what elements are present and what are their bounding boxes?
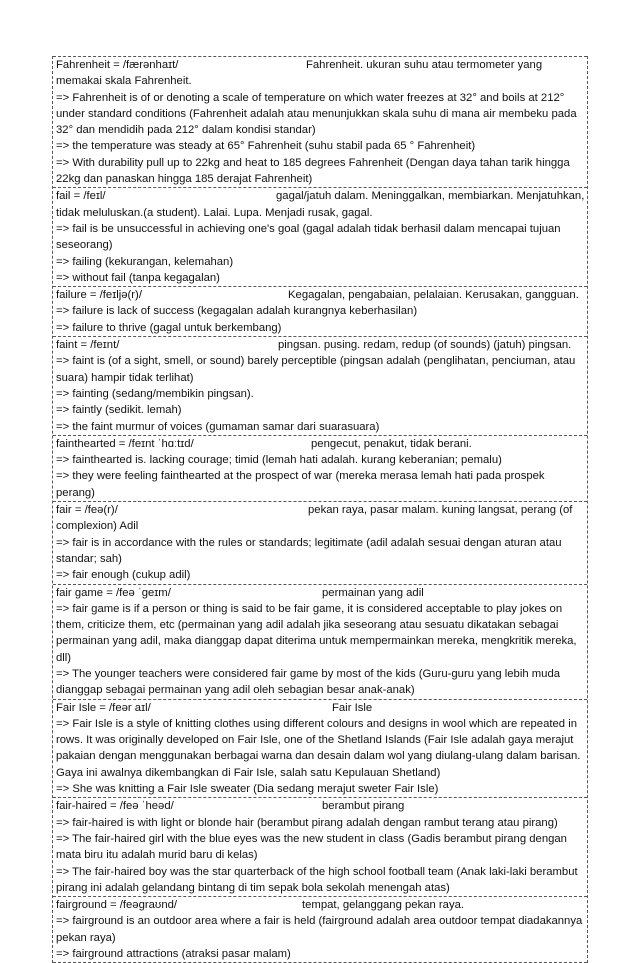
entry-line: => failure to thrive (gagal untuk berkembang)	[56, 321, 282, 334]
entry-heading	[56, 287, 585, 303]
entry-term: fairground = /feəɡraʊnd/	[56, 899, 178, 912]
glossary-entry	[53, 797, 587, 896]
entry-line: => fair enough (cukup adil)	[56, 569, 191, 582]
entry-line: => fainting (sedang/membikin pingsan).	[56, 387, 254, 400]
entry-line: => without fail (tanpa kegagalan)	[56, 271, 220, 284]
glossary-entry	[53, 336, 587, 435]
entry-line: => She was knitting a Fair Isle sweater (Dia sedang merajut sweter Fair Isle)	[56, 783, 439, 796]
entry-meaning: pingsan. pusing. redam, redup (of sounds) (jatuh) pingsan.	[278, 339, 572, 352]
entry-meaning: gagal/jatuh dalam. Meninggalkan, membiarkan. Menjatuhkan, tidak meluluskan.(a student). Lalai. Lupa. Menjadi rusak, gagal.	[56, 190, 585, 219]
entry-meaning: tempat, gelanggang pekan raya.	[302, 899, 465, 912]
entry-line: => The younger teachers were considered fair game by most of the kids (Guru-guru yang lebih muda dianggap sebagai permainan yang adil oleh sebagian besar anak-anak)	[56, 667, 561, 697]
glossary-entry	[53, 187, 587, 286]
entry-term: fair-haired = /feə ˈheəd/	[56, 800, 174, 813]
entry-heading	[56, 585, 585, 601]
entry-heading	[56, 188, 585, 221]
entry-line: => fair-haired is with light or blonde hair (berambut pirang adalah dengan rambut terang atau pirang)	[56, 816, 558, 829]
glossary-entry	[53, 501, 587, 583]
entry-line: => fair is in accordance with the rules or standards; legitimate (adil adalah sesuai dengan aturan atau standar; sah)	[56, 536, 562, 565]
entry-line: => Fahrenheit is of or denoting a scale of temperature on which water freezes at 32° and boils at 212° under standard conditions (Fahrenheit adalah atau menunjukkan skala suhu di mana air membeku pada 32° dan mendidih pada 212° dalam kondisi standar)	[56, 91, 577, 137]
glossary-entry	[53, 584, 587, 699]
entry-heading	[56, 502, 585, 535]
entry-meaning: Fahrenheit. ukuran suhu atau termometer yang memakai skala Fahrenheit.	[56, 59, 543, 88]
entry-line: => the faint murmur of voices (gumaman samar dari suarasuara)	[56, 420, 380, 433]
entry-meaning: pekan raya, pasar malam. kuning langsat, perang (of complexion) Adil	[56, 504, 573, 533]
entry-meaning: Kegagalan, pengabaian, pelalaian. Kerusakan, gangguan.	[288, 289, 579, 302]
entry-line: => The fair-haired boy was the star quarterback of the high school football team (Anak laki-laki berambut pirang ini adalah gelandang bintang di tim sepak bola sekolah menengah atas)	[56, 865, 578, 894]
entry-term: Fair Isle = /feər aɪl/	[56, 701, 151, 714]
entry-term: fair = /feə(r)/	[56, 504, 118, 517]
entry-line: => Fair Isle is a style of knitting clothes using different colours and designs in wool which are repeated in rows. It was originally developed on Fair Isle, one of the Shetland Islands (Fair Isle adalah gaya merajut pakaian dengan menggunakan berbagai warna dan desain dalam wol yang diulang-ulang dalam barisan. Gaya ini awalnya dikembangkan di Fair Isle, salah satu Kepulauan Shetland)	[56, 717, 581, 779]
glossary-entries	[52, 56, 588, 963]
glossary-entry	[53, 435, 587, 501]
entry-term: failure = /feɪljə(r)/	[56, 289, 142, 302]
entry-term: fair game = /feə ˈɡeɪm/	[56, 586, 171, 599]
entry-line: => fairground attractions (atraksi pasar malam)	[56, 948, 291, 961]
entry-line: => The fair-haired girl with the blue eyes was the new student in class (Gadis berambut pirang dengan mata biru itu adalah murid baru di kelas)	[56, 832, 567, 862]
entry-line: => failure is lack of success (kegagalan adalah kurangnya keberhasilan)	[56, 305, 418, 318]
entry-heading	[56, 57, 585, 90]
entry-heading	[56, 436, 585, 452]
entry-line: => With durability pull up to 22kg and heat to 185 degrees Fahrenheit (Dengan daya tahan tarik hingga 22kg dan panaskan hingga 185 derajat Fahrenheit)	[56, 156, 570, 186]
entry-line: => fail is be unsuccessful in achieving one's goal (gagal adalah tidak berhasil dalam mencapai tujuan seseorang)	[56, 222, 561, 252]
entry-term: Fahrenheit = /færənhaɪt/	[56, 59, 179, 71]
entry-line: => faint is (of a sight, smell, or sound) barely perceptible (pingsan adalah (penglihatan, penciuman, atau suara) hampir tidak terlihat)	[56, 355, 576, 384]
glossary-entry	[53, 699, 587, 798]
entry-line: => they were feeling fainthearted at the prospect of war (mereka merasa lemah hati pada prospek perang)	[56, 470, 545, 499]
entry-meaning: pengecut, penakut, tidak berani.	[311, 437, 472, 450]
glossary-entry	[53, 896, 587, 963]
entry-heading	[56, 798, 585, 814]
entry-term: fail = /feɪl/	[56, 190, 106, 203]
entry-meaning: berambut pirang	[322, 800, 405, 813]
entry-term: fainthearted = /feɪnt ˈhɑːtɪd/	[56, 437, 194, 450]
entry-heading	[56, 897, 585, 913]
entry-line: => the temperature was steady at 65° Fahrenheit (suhu stabil pada 65 ° Fahrenheit)	[56, 140, 476, 153]
entry-heading	[56, 337, 585, 353]
entry-line: => faintly (sedikit. lemah)	[56, 404, 182, 417]
entry-heading	[56, 700, 585, 716]
entry-line: => fainthearted is. lacking courage; timid (lemah hati adalah. kurang keberanian; pemalu)	[56, 454, 502, 467]
entry-meaning: Fair Isle	[332, 701, 373, 714]
entry-term: faint = /feɪnt/	[56, 339, 120, 352]
entry-meaning: permainan yang adil	[322, 586, 424, 599]
glossary-entry	[53, 56, 587, 187]
entry-line: => failing (kekurangan, kelemahan)	[56, 255, 234, 268]
glossary-entry	[53, 286, 587, 336]
entry-line: => fairground is an outdoor area where a fair is held (fairground adalah area outdoor tempat diadakannya pekan raya)	[56, 915, 583, 944]
entry-line: => fair game is if a person or thing is said to be fair game, it is considered acceptable to play jokes on them, criticize them, etc (permainan yang adil adalah jika seseorang atau sesuatu dikatakan sebagai permainan yang adil, maka dianggap dapat diterima untuk mempermainkan mereka, mengkritik mereka, dll)	[56, 602, 577, 664]
